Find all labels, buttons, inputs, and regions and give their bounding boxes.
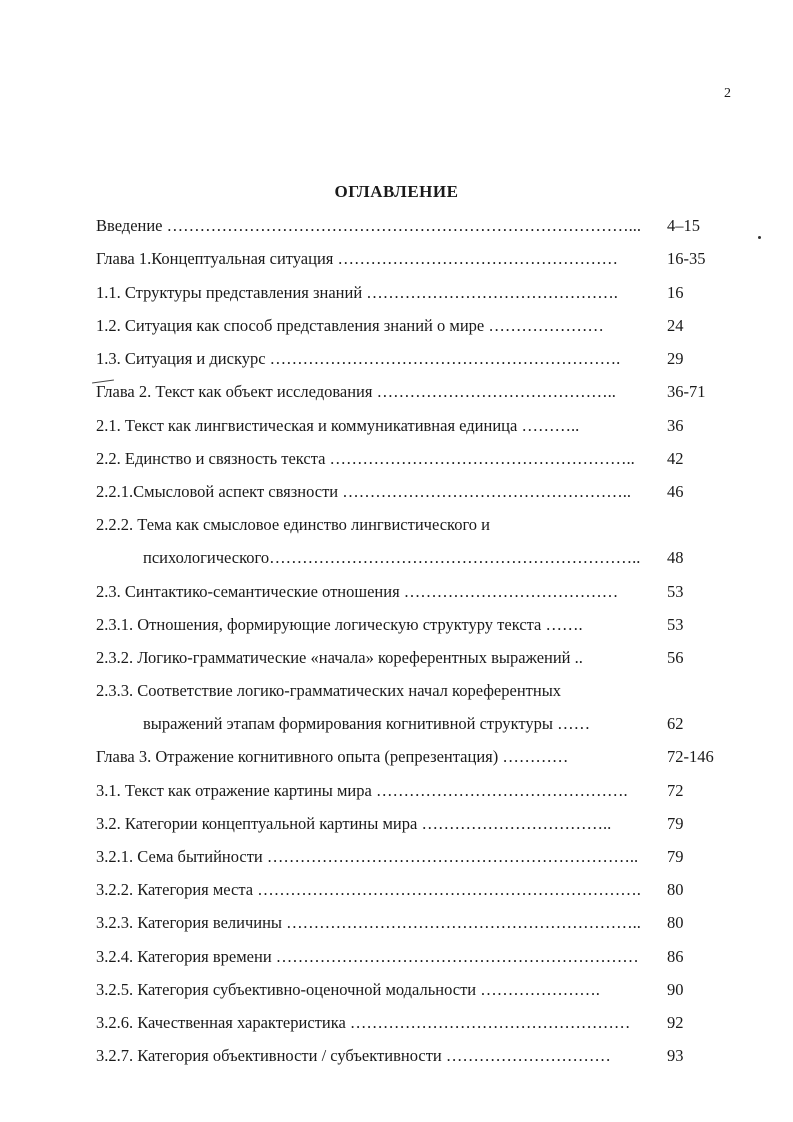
toc-entry-title: 1.3. Ситуация и дискурс ……………………………………………………….	[96, 349, 621, 368]
toc-entry-page: 29	[667, 349, 684, 368]
toc-entry-title: 2.2.2. Тема как смысловое единство лингвистического и	[96, 515, 491, 534]
toc-entry	[0, 580, 793, 604]
toc-entry-title: 2.3.3. Соответствие логико-грамматических начал кореферентных	[96, 681, 562, 700]
toc-entry-page: 53	[667, 582, 684, 601]
toc-entry	[0, 812, 793, 836]
toc-entry-page: 86	[667, 947, 684, 966]
toc-entry	[0, 679, 793, 703]
toc-entry-title: выражений этапам формирования когнитивной структуры ……	[143, 714, 591, 733]
scan-dot	[758, 236, 761, 239]
toc-entry-title: 3.2.6. Качественная характеристика ……………………………………………	[96, 1013, 631, 1032]
toc-entry-title: Глава 2. Текст как объект исследования ……………………………………..	[96, 382, 616, 401]
toc-entry-page: 92	[667, 1013, 684, 1032]
toc-entry-title: 2.3.1. Отношения, формирующие логическую структуру текста …….	[96, 615, 583, 634]
toc-entry	[0, 978, 793, 1002]
toc-entry-title: 3.2.5. Категория субъективно-оценочной модальности ………………….	[96, 980, 600, 999]
toc-entry	[0, 247, 793, 271]
toc-entry	[0, 414, 793, 438]
toc-entry-page: 24	[667, 316, 684, 335]
toc-entry-page: 16-35	[667, 249, 706, 268]
toc-entry-page: 79	[667, 847, 684, 866]
toc-entry	[0, 546, 793, 570]
toc-entry-title: Глава 3. Отражение когнитивного опыта (репрезентация) …………	[96, 747, 569, 766]
toc-entry	[0, 646, 793, 670]
toc-entry-title: 3.2. Категории концептуальной картины мира ……………………………..	[96, 814, 612, 833]
toc-entry	[0, 911, 793, 935]
toc-entry-page: 36	[667, 416, 684, 435]
toc-entry-title: 3.2.7. Категория объективности / субъективности …………………………	[96, 1046, 611, 1065]
toc-entry-page: 72-146	[667, 747, 714, 766]
toc-entry-title: Глава 1.Концептуальная ситуация ……………………………………………	[96, 249, 618, 268]
toc-entry	[0, 613, 793, 637]
toc-entry	[0, 214, 793, 238]
toc-entry-title: Введение …………………………………………………………………………...	[96, 216, 642, 235]
toc-entry-title: 2.2. Единство и связность текста ………………………………………………..	[96, 449, 635, 468]
toc-entry-title: 3.2.3. Категория величины ………………………………………………………..	[96, 913, 641, 932]
toc-entry-page: 62	[667, 714, 684, 733]
toc-entry	[0, 878, 793, 902]
toc-entry	[0, 712, 793, 736]
toc-entry	[0, 745, 793, 769]
toc-entry-page: 42	[667, 449, 684, 468]
page-title: ОГЛАВЛЕНИЕ	[334, 182, 459, 201]
toc-entry-title: 1.2. Ситуация как способ представления знаний о мире …………………	[96, 316, 604, 335]
page-number: 2	[724, 86, 731, 101]
toc-entry	[0, 447, 793, 471]
toc-entry-title: 3.2.4. Категория времени …………………………………………………………	[96, 947, 639, 966]
toc-entry-page: 72	[667, 781, 684, 800]
toc-entry-page: 16	[667, 283, 684, 302]
toc-entry	[0, 779, 793, 803]
toc-entry-title: психологического…………………………………………………………..	[143, 548, 641, 567]
toc-entry-page: 80	[667, 880, 684, 899]
toc-entry-title: 2.1. Текст как лингвистическая и коммуникативная единица ………..	[96, 416, 580, 435]
toc-entry-title: 3.2.2. Категория места …………………………………………………………….	[96, 880, 641, 899]
toc-entry-page: 46	[667, 482, 684, 501]
toc-entry-title: 2.2.1.Смысловой аспект связности ……………………………………………..	[96, 482, 632, 501]
toc-entry	[0, 347, 793, 371]
toc-entry-page: 79	[667, 814, 684, 833]
toc-entry-page: 93	[667, 1046, 684, 1065]
toc-entry	[0, 845, 793, 869]
toc-entry-title: 3.2.1. Сема бытийности …………………………………………………………..	[96, 847, 639, 866]
toc-entry-title: 2.3. Синтактико-семантические отношения …………………………………	[96, 582, 619, 601]
toc-entry	[0, 281, 793, 305]
toc-entry-page: 53	[667, 615, 684, 634]
toc-entry-page: 36-71	[667, 382, 706, 401]
toc-entry-title: 3.1. Текст как отражение картины мира ……………………………………….	[96, 781, 628, 800]
toc-entry-page: 48	[667, 548, 684, 567]
toc-entry-page: 56	[667, 648, 684, 667]
toc-entry	[0, 1011, 793, 1035]
toc-entry	[0, 314, 793, 338]
toc-entry	[0, 1044, 793, 1068]
toc-entry-page: 80	[667, 913, 684, 932]
toc-entry	[0, 380, 793, 404]
toc-entry-title: 1.1. Структуры представления знаний ……………………………………….	[96, 283, 618, 302]
toc-entry-page: 90	[667, 980, 684, 999]
toc-entry-title: 2.3.2. Логико-грамматические «начала» кореферентных выражений ..	[96, 648, 583, 667]
toc-entry	[0, 513, 793, 537]
toc-entry-page: 4–15	[667, 216, 700, 235]
toc-entry	[0, 945, 793, 969]
toc-entry	[0, 480, 793, 504]
